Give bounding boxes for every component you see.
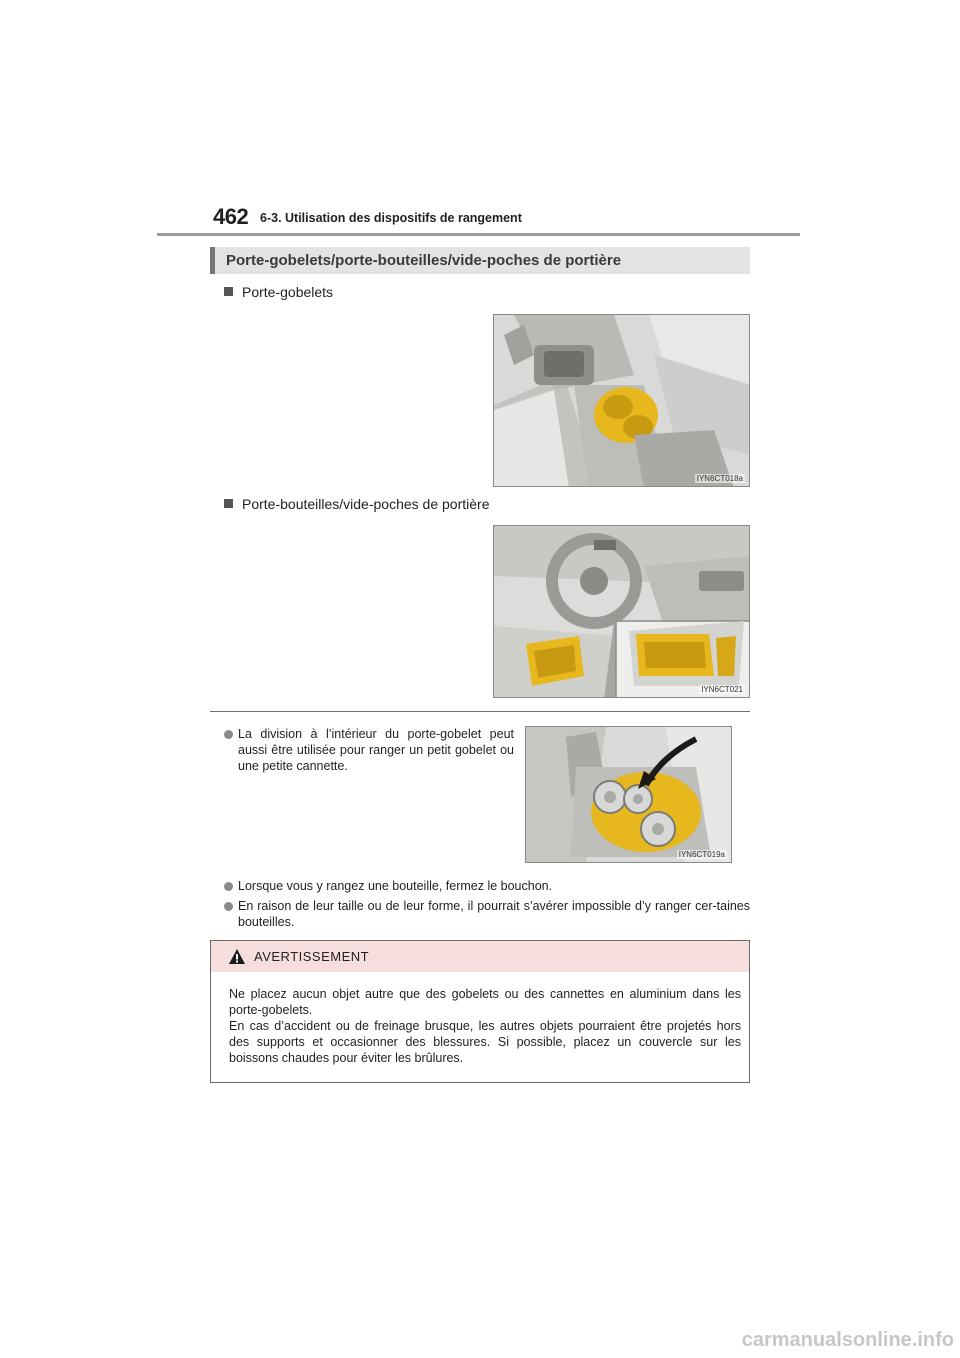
round-bullet-icon — [224, 902, 233, 911]
note-item — [224, 898, 750, 930]
page-number: 462 — [213, 204, 249, 229]
watermark: carmanualsonline.info — [741, 1329, 954, 1351]
image-code: IYN6CT018a — [696, 474, 743, 483]
round-bullet-icon — [224, 730, 233, 739]
cup-divider-image — [525, 726, 732, 863]
subsection-heading-cup-holders — [224, 284, 333, 300]
section-title: Porte-gobelets/porte-bouteilles/vide-poches de portière — [226, 252, 622, 269]
cup-holder-image — [493, 314, 750, 487]
square-bullet-icon — [224, 287, 233, 296]
warning-paragraph: En cas d’accident ou de freinage brusque, les autres objets pourraient être projetés hors des supports et occasionner des blessures. Si possible, placez un couvercle sur les boissons chaudes pour éviter les brûlures. — [229, 1019, 741, 1065]
chapter-title: 6-3. Utilisation des dispositifs de rangement — [260, 211, 522, 225]
note-text: En raison de leur taille ou de leur forme, il pourrait s’avérer impossible d’y ranger cer-taines bouteilles. — [238, 899, 750, 929]
warning-box — [210, 940, 750, 1083]
subsection-label: Porte-gobelets — [242, 284, 334, 300]
subsection-label: Porte-bouteilles/vide-poches de portière — [242, 496, 490, 512]
cup-divider-illustration — [526, 727, 732, 863]
subsection-heading-door-pockets — [224, 496, 489, 512]
door-pocket-image — [493, 525, 750, 698]
warning-text — [229, 986, 741, 1066]
cup-holder-illustration — [494, 315, 750, 487]
note-text: La division à l’intérieur du porte-gobelet peut aussi être utilisée pour ranger un petit gobelet ou une petite cannette. — [238, 727, 514, 773]
header-rule — [157, 233, 800, 236]
warning-title: AVERTISSEMENT — [254, 949, 370, 964]
warning-triangle-icon — [228, 948, 246, 965]
warning-header — [211, 941, 749, 972]
image-code: IYN6CT021 — [701, 685, 743, 694]
section-divider — [210, 711, 750, 712]
note-item — [224, 878, 750, 894]
warning-paragraph: Ne placez aucun objet autre que des gobelets ou des cannettes en aluminium dans les porte-gobelets. — [229, 987, 741, 1017]
note-text: Lorsque vous y rangez une bouteille, fermez le bouchon. — [238, 879, 553, 893]
section-title-bar — [210, 247, 750, 274]
note-item — [224, 726, 514, 774]
square-bullet-icon — [224, 499, 233, 508]
round-bullet-icon — [224, 882, 233, 891]
door-pocket-illustration — [494, 526, 750, 698]
image-code: IYN6CT019a — [678, 850, 725, 859]
